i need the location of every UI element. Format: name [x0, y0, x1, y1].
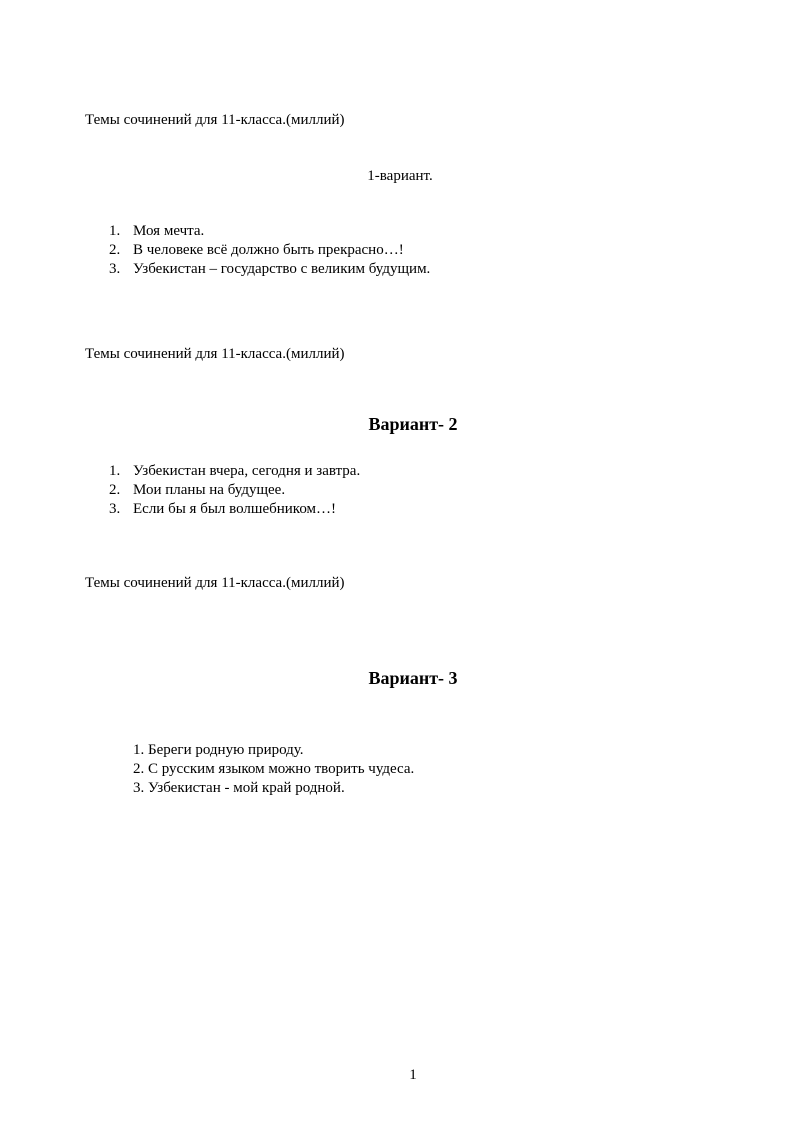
list-item-text: Мои планы на будущее.: [133, 482, 286, 498]
list-item-text: Узбекистан – государство с великим будущим.: [133, 261, 431, 277]
section-3-list-item-3: 3. Узбекистан - мой край родной.: [133, 780, 345, 796]
section-3-variant-title: Вариант- 3: [368, 668, 458, 688]
list-item-number: 3.: [109, 501, 121, 517]
list-item-text: Если бы я был волшебником…!: [133, 501, 337, 517]
section-3-list-item-1: 1. Береги родную природу.: [133, 742, 304, 758]
section-2-heading: Темы сочинений для 11-класса.(миллий): [85, 346, 345, 362]
page-number: 1: [409, 1067, 417, 1083]
list-item-text: В человеке всё должно быть прекрасно…!: [133, 242, 404, 258]
list-item-number: 2.: [109, 242, 121, 258]
list-item-text: Узбекистан вчера, сегодня и завтра.: [133, 463, 361, 479]
list-item-number: 2.: [109, 482, 121, 498]
section-2-variant-title: Вариант- 2: [368, 414, 458, 434]
section-1-variant-title: 1-вариант.: [367, 168, 433, 184]
list-item-number: 3.: [109, 261, 121, 277]
list-item-number: 1.: [109, 223, 121, 239]
list-item-text: Моя мечта.: [133, 223, 205, 239]
section-3-heading: Темы сочинений для 11-класса.(миллий): [85, 575, 345, 591]
section-3-list-item-2: 2. С русским языком можно творить чудеса.: [133, 761, 415, 777]
list-item-number: 1.: [109, 463, 121, 479]
section-1-heading: Темы сочинений для 11-класса.(миллий): [85, 112, 345, 128]
